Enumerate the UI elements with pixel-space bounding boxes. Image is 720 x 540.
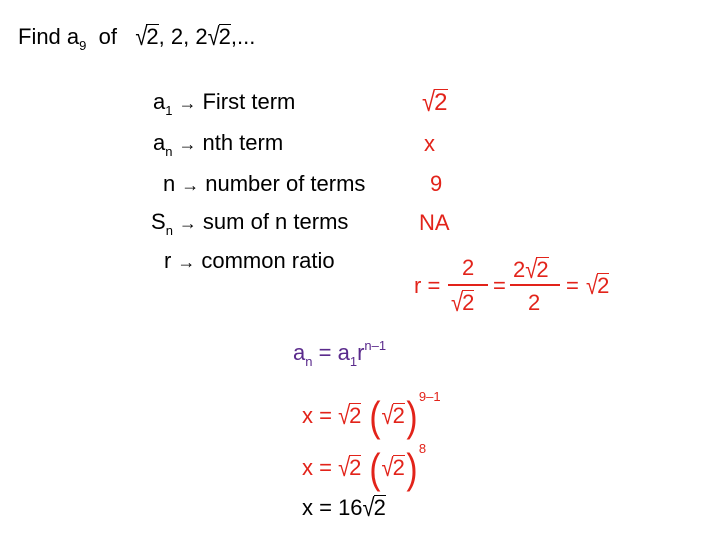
formula-an: $a_n = a_1r^{n-1}$	[293, 338, 387, 369]
sqrt-icon: √2	[586, 271, 610, 300]
sequence-mid: , 2, 2	[158, 24, 208, 49]
sqrt-icon: √2	[362, 493, 386, 522]
left-paren: (	[368, 393, 381, 440]
sqrt-icon: √2	[135, 22, 159, 51]
question-of: of	[98, 24, 117, 49]
value-sn: NA	[419, 210, 450, 235]
arrow-icon: →	[178, 93, 197, 113]
ratio-den1	[451, 288, 475, 317]
arrow-icon: →	[178, 134, 197, 154]
ratio-den2: 2	[528, 290, 541, 315]
sqrt-icon: √2	[381, 401, 405, 430]
definition-n: n → number of terms	[163, 171, 366, 196]
arrow-icon: →	[177, 252, 196, 272]
left-paren: (	[368, 445, 381, 492]
question-sub: 9	[79, 38, 87, 53]
right-paren: )	[406, 445, 418, 492]
ratio-num1: 2	[462, 255, 475, 280]
definition-a1: $a_1$ → First term	[153, 89, 296, 118]
ratio-eq1: =	[493, 273, 506, 298]
value-n: 9	[430, 171, 443, 196]
question-a: a	[66, 24, 80, 49]
ratio-num2: 2√2	[513, 255, 549, 284]
sqrt-icon: √2	[381, 453, 405, 482]
value-an: x	[424, 131, 435, 156]
sqrt-icon: √2	[338, 453, 362, 482]
sqrt-icon: √2	[451, 288, 475, 317]
sqrt-icon: √2	[207, 22, 231, 51]
sqrt-icon: √2	[338, 401, 362, 430]
sqrt-icon: √2	[525, 255, 549, 284]
question-line	[18, 24, 255, 52]
question-find: Find	[18, 24, 61, 49]
fraction-line	[448, 284, 488, 286]
definition-sn: $S_n$ → sum of n terms	[151, 209, 349, 238]
fraction-line	[510, 284, 560, 286]
arrow-icon: →	[181, 175, 200, 195]
sequence-end: ,...	[230, 24, 256, 49]
value-a1	[422, 86, 448, 118]
ratio-lhs: r =	[414, 273, 441, 298]
sqrt-icon: √2	[422, 86, 448, 118]
ratio-result	[586, 271, 610, 300]
definition-an: $a_n$ → nth term	[153, 130, 284, 159]
ratio-eq2: =	[566, 273, 579, 298]
solution-step-2: x = √2 $(√2)^8$	[302, 441, 427, 492]
solution-step-3: x = 16√2	[302, 493, 386, 522]
solution-step-1: x = √2 $(√2)^{9-1}$	[302, 389, 441, 440]
arrow-icon: →	[178, 213, 197, 233]
right-paren: )	[406, 393, 418, 440]
definition-r: r → common ratio	[164, 248, 335, 273]
